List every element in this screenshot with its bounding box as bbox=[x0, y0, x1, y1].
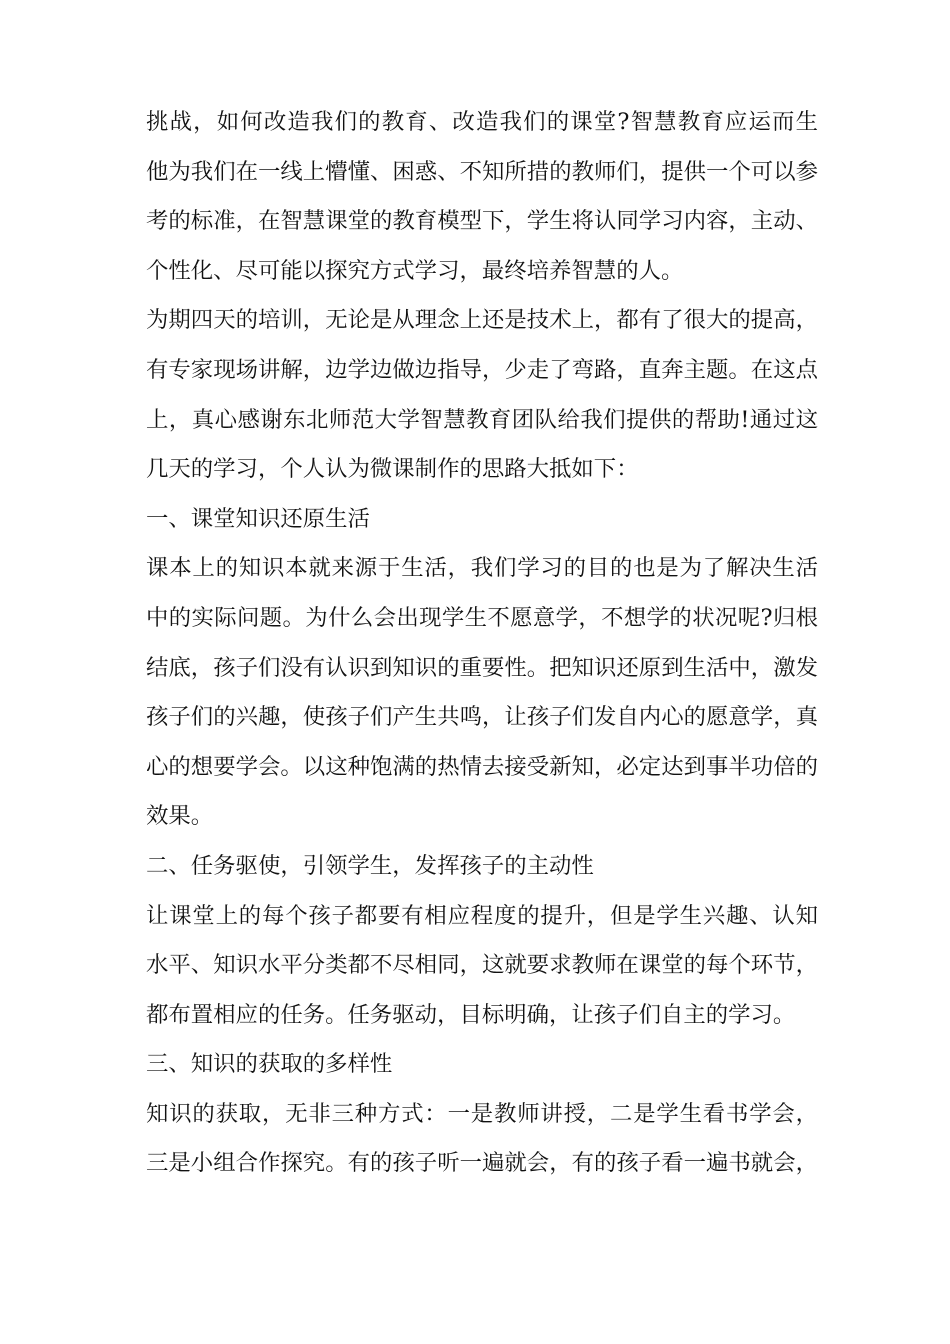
text-line: 孩子们的兴趣，使孩子们产生共鸣，让孩子们发自内心的愿意学，真 bbox=[146, 704, 818, 731]
section-heading: 一、课堂知识还原生活 bbox=[146, 505, 370, 532]
text-line: 心的想要学会。以这种饱满的热情去接受新知，必定达到事半功倍的 bbox=[146, 753, 818, 780]
text-line: 水平、知识水平分类都不尽相同，这就要求教师在课堂的每个环节， bbox=[146, 952, 818, 979]
text-line: 几天的学习，个人认为微课制作的思路大抵如下： bbox=[146, 456, 639, 483]
text-line: 考的标准，在智慧课堂的教育模型下，学生将认同学习内容，主动、 bbox=[146, 208, 818, 235]
text-line: 课本上的知识本就来源于生活，我们学习的目的也是为了解决生活 bbox=[146, 555, 818, 582]
text-line: 上，真心感谢东北师范大学智慧教育团队给我们提供的帮助!通过这 bbox=[146, 406, 818, 433]
text-line: 让课堂上的每个孩子都要有相应程度的提升，但是学生兴趣、认知 bbox=[146, 902, 818, 929]
text-line: 为期四天的培训，无论是从理念上还是技术上，都有了很大的提高， bbox=[146, 307, 818, 334]
text-line: 有专家现场讲解，边学边做边指导，少走了弯路，直奔主题。在这点 bbox=[146, 356, 818, 383]
body-text bbox=[146, 98, 818, 1189]
text-line: 挑战，如何改造我们的教育、改造我们的课堂?智慧教育应运而生 bbox=[146, 109, 818, 135]
text-line: 三是小组合作探究。有的孩子听一遍就会，有的孩子看一遍书就会， bbox=[146, 1150, 818, 1177]
text-line: 结底，孩子们没有认识到知识的重要性。把知识还原到生活中，激发 bbox=[146, 654, 818, 681]
text-line: 他为我们在一线上懵懂、困惑、不知所措的教师们，提供一个可以参 bbox=[146, 158, 818, 185]
text-line: 知识的获取，无非三种方式：一是教师讲授，二是学生看书学会， bbox=[146, 1100, 818, 1127]
text-line: 效果。 bbox=[146, 803, 214, 830]
text-line: 中的实际问题。为什么会出现学生不愿意学，不想学的状况呢?归根 bbox=[146, 604, 818, 631]
text-line: 都布置相应的任务。任务驱动，目标明确，让孩子们自主的学习。 bbox=[146, 1001, 796, 1028]
text-line: 个性化、尽可能以探究方式学习，最终培养智慧的人。 bbox=[146, 257, 684, 284]
section-heading: 二、任务驱使，引领学生，发挥孩子的主动性 bbox=[146, 852, 594, 879]
section-heading: 三、知识的获取的多样性 bbox=[146, 1051, 393, 1078]
